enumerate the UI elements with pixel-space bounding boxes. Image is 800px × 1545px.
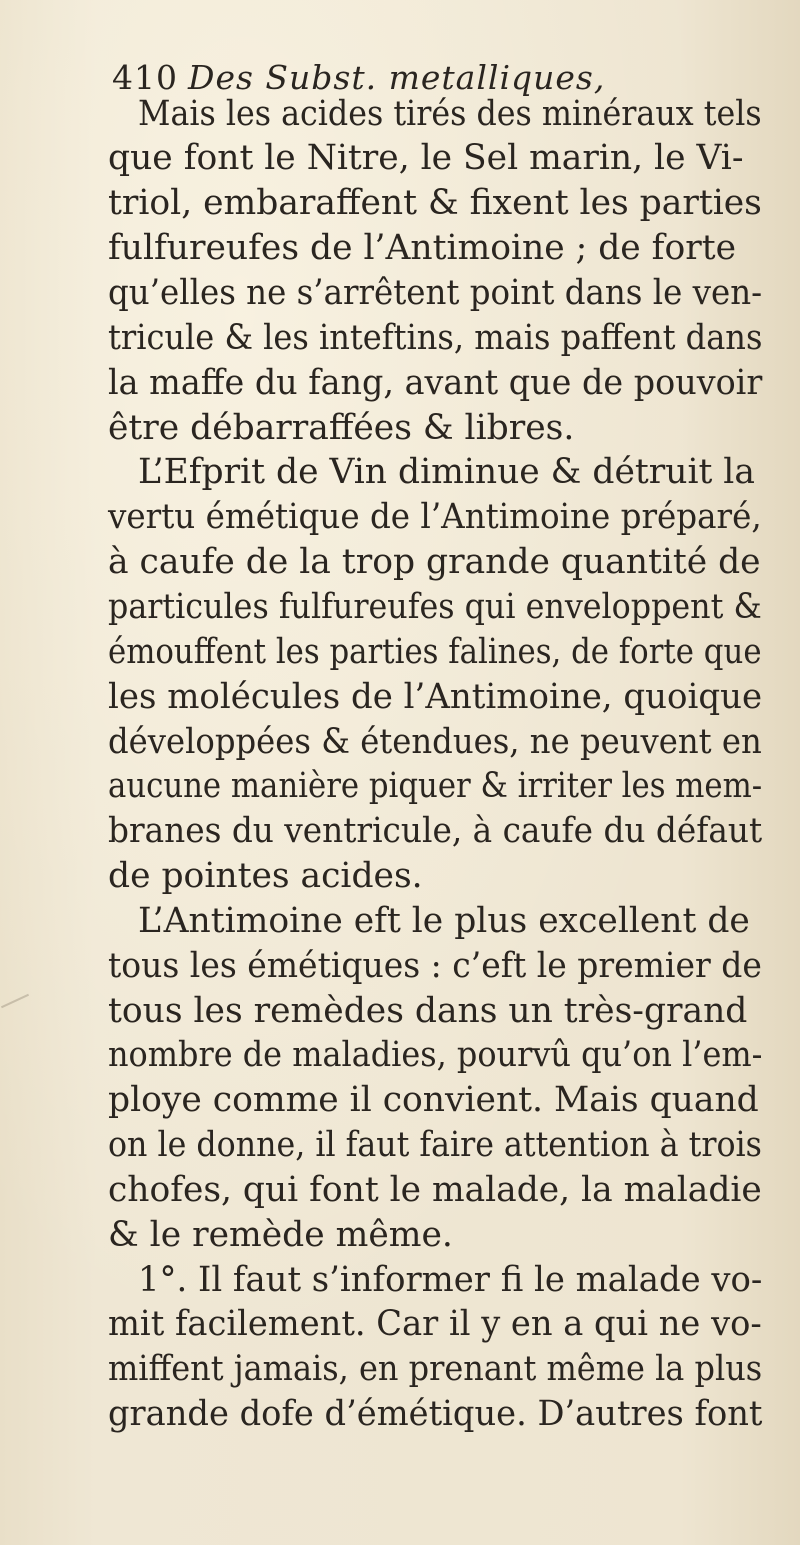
text-line: être débarraffées & libres. xyxy=(108,408,575,448)
text-line: aucune manière piquer & irriter les mem- xyxy=(108,766,763,806)
text-line: triol, embaraffent & fixent les parties xyxy=(108,183,762,223)
paper-crease-mark xyxy=(1,994,29,1008)
text-line: qu’elles ne s’arrêtent point dans le ven- xyxy=(108,273,763,313)
text-line: à caufe de la trop grande quantité de xyxy=(108,542,761,582)
text-line: de pointes acides. xyxy=(108,856,423,896)
text-line: tricule & les inteftins, mais paffent dans xyxy=(108,318,763,358)
text-line: particules fulfureufes qui enveloppent & xyxy=(108,587,762,627)
text-line: L’Efprit de Vin diminue & détruit la xyxy=(138,452,755,492)
text-line: émouffent les parties falines, de forte que xyxy=(108,632,762,672)
text-line: 1°. Il faut s’informer fi le malade vo- xyxy=(138,1260,763,1300)
text-line: miffent jamais, en prenant même la plus xyxy=(108,1349,763,1389)
text-line: fulfureufes de l’Antimoine ; de forte xyxy=(108,228,736,268)
text-line: grande dofe d’émétique. D’autres font xyxy=(108,1394,763,1434)
text-line: développées & étendues, ne peuvent en xyxy=(108,722,762,762)
text-line: chofes, qui font le malade, la maladie xyxy=(108,1170,762,1210)
text-line: branes du ventricule, à caufe du défaut xyxy=(108,811,763,851)
text-line: que font le Nitre, le Sel marin, le Vi- xyxy=(108,138,744,178)
text-line: nombre de maladies, pourvû qu’on l’em- xyxy=(108,1035,763,1075)
text-line: Mais les acides tirés des minéraux tels xyxy=(138,94,762,134)
running-title: Des Subst. metalliques, xyxy=(188,58,606,97)
text-line: les molécules de l’Antimoine, quoique xyxy=(108,677,763,717)
text-line: la maffe du fang, avant que de pouvoir xyxy=(108,363,763,403)
text-line: L’Antimoine eft le plus excellent de xyxy=(138,901,750,941)
text-line: ploye comme il convient. Mais quand xyxy=(108,1080,759,1120)
text-line: mit facilement. Car il y en a qui ne vo- xyxy=(108,1304,762,1344)
text-line: tous les émétiques : c’eft le premier de xyxy=(108,946,762,986)
text-line: tous les remèdes dans un très-grand xyxy=(108,991,748,1031)
page-number: 410 xyxy=(112,58,178,97)
text-line: & le remède même. xyxy=(108,1215,453,1255)
text-line: vertu émétique de l’Antimoine préparé, xyxy=(108,497,762,537)
text-line: on le donne, il faut faire attention à trois xyxy=(108,1125,762,1165)
